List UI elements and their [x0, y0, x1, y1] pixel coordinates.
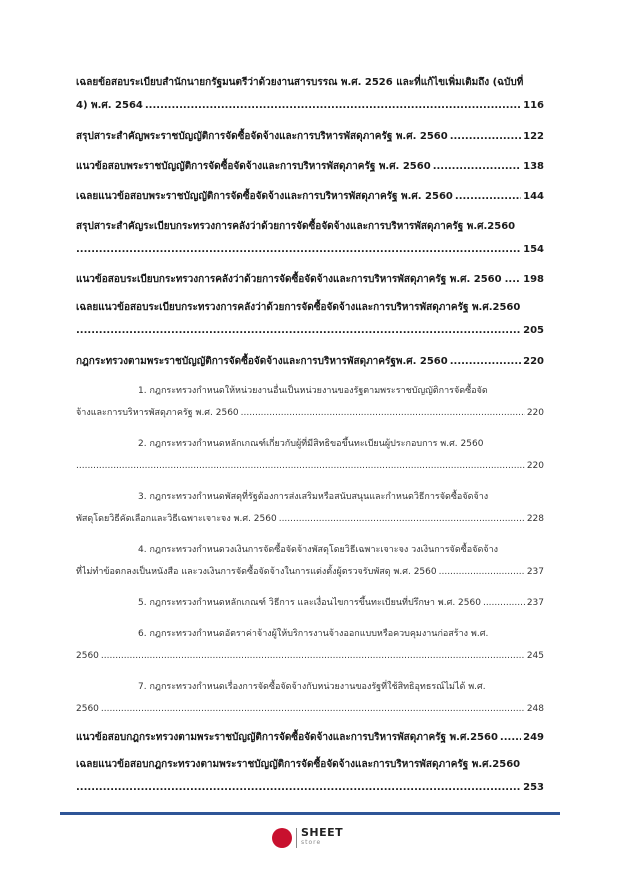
toc-sub-entry-title: ที่ไม่ทำข้อตกลงเป็นหนังสือ และวงเงินการจัดซื้อจัดจ้างในการแต่งตั้งผู้ตรวจรับพัสดุ พ.ศ. 2560: [76, 567, 437, 577]
toc-sub-entry[interactable]: [76, 384, 544, 398]
page-number: 144: [523, 191, 544, 202]
dot-leader: [76, 243, 521, 257]
toc-entry[interactable]: [76, 301, 544, 315]
dot-leader: [455, 190, 521, 204]
dot-leader: [483, 596, 525, 610]
toc-entry-title: กฎกระทรวงตามพระราชบัญญัติการจัดซื้อจัดจ้างและการบริหารพัสดุภาครัฐพ.ศ. 2560: [76, 356, 448, 367]
toc-sub-entry-title: พัสดุโดยวิธีคัดเลือกและวิธีเฉพาะเจาะจง พ.ศ. 2560: [76, 514, 277, 524]
toc-sub-entry-title: 6. กฎกระทรวงกำหนดอัตราค่าจ้างผู้ให้บริการงานจ้างออกแบบหรือควบคุมงานก่อสร้าง พ.ศ.: [138, 629, 489, 639]
page-number: 237: [526, 567, 544, 577]
page-number: 205: [523, 325, 544, 336]
page-number: 198: [523, 274, 544, 285]
dot-leader: [76, 459, 525, 473]
page-number: 237: [526, 598, 544, 608]
toc-entry[interactable]: [76, 130, 544, 144]
toc-entry-continuation[interactable]: [76, 781, 544, 795]
toc-sub-entry-title: 3. กฎกระทรวงกำหนดพัสดุที่รัฐต้องการส่งเสริมหรือสนับสนุนและกำหนดวิธีการจัดซื้อจัดจ้าง: [138, 492, 489, 502]
sheet-store-logo: [272, 824, 352, 852]
toc-entry[interactable]: [76, 76, 544, 90]
toc-sub-entry-title: 4. กฎกระทรวงกำหนดวงเงินการจัดซื้อจัดจ้างพัสดุโดยวิธีเฉพาะเจาะจง วงเงินการจัดซื้อจัดจ้าง: [138, 545, 499, 555]
toc-sub-entry-title: 7. กฎกระทรวงกำหนดเรื่องการจัดซื้อจัดจ้างกับหน่วยงานของรัฐที่ใช้สิทธิอุทธรณ์ไม่ได้ พ.ศ.: [138, 682, 486, 692]
page-number: 228: [526, 514, 544, 524]
toc-entry-title: เฉลยแนวข้อสอบกฎกระทรวงตามพระราชบัญญัติการจัดซื้อจัดจ้างและการบริหารพัสดุภาครัฐ พ.ศ.2560: [76, 759, 521, 770]
dot-leader: [76, 781, 521, 795]
toc-entry-title: เฉลยแนวข้อสอบระเบียบกระทรวงการคลังว่าด้วยการจัดซื้อจัดจ้างและการบริหารพัสดุภาครัฐ พ.ศ.2560: [76, 302, 521, 313]
toc-sub-entry[interactable]: [76, 596, 544, 610]
toc-entry-continuation[interactable]: [76, 243, 544, 257]
toc-sub-entry[interactable]: [76, 543, 544, 557]
toc-entry[interactable]: [76, 758, 544, 772]
dot-leader: [145, 99, 521, 113]
toc-entry-title: เฉลยแนวข้อสอบพระราชบัญญัติการจัดซื้อจัดจ้างและการบริหารพัสดุภาครัฐ พ.ศ. 2560: [76, 191, 453, 202]
toc-entry-title: เฉลยข้อสอบระเบียบสำนักนายกรัฐมนตรีว่าด้วยงานสารบรรณ พ.ศ. 2526 และที่แก้ไขเพิ่มเติมถึง (ฉบับที่: [76, 77, 524, 88]
page-number: 220: [526, 461, 544, 471]
logo-divider: [296, 828, 297, 848]
toc-sub-entry-title: จ้างและการบริหารพัสดุภาครัฐ พ.ศ. 2560: [76, 408, 239, 418]
toc-entry-title: แนวข้อสอบกฎกระทรวงตามพระราชบัญญัติการจัดซื้อจัดจ้างและการบริหารพัสดุภาครัฐ พ.ศ.2560: [76, 732, 498, 743]
page-number: 220: [526, 408, 544, 418]
dot-leader: [439, 565, 525, 579]
toc-entry-continuation[interactable]: [76, 99, 544, 113]
page-number: 220: [523, 356, 544, 367]
toc-sub-entry[interactable]: [76, 680, 544, 694]
toc-entry[interactable]: [76, 160, 544, 174]
page-number: 122: [523, 131, 544, 142]
footer-rule: [60, 812, 560, 815]
dot-leader: [76, 324, 521, 338]
toc-entry-title: สรุปสาระสำคัญพระราชบัญญัติการจัดซื้อจัดจ้างและการบริหารพัสดุภาครัฐ พ.ศ. 2560: [76, 131, 448, 142]
toc-sub-entry-title: 5. กฎกระทรวงกำหนดหลักเกณฑ์ วิธีการ และเงื่อนไขการขึ้นทะเบียนที่ปรึกษา พ.ศ. 2560: [138, 598, 481, 608]
s-logo-icon: [272, 828, 292, 848]
toc-sub-entry-title: 1. กฎกระทรวงกำหนดให้หน่วยงานอื่นเป็นหน่วยงานของรัฐตามพระราชบัญญัติการจัดซื้อจัด: [138, 386, 488, 396]
toc-entry-title: แนวข้อสอบพระราชบัญญัติการจัดซื้อจัดจ้างและการบริหารพัสดุภาครัฐ พ.ศ. 2560: [76, 161, 431, 172]
toc-sub-entry-title: 2560: [76, 704, 99, 714]
page-number: 116: [523, 100, 544, 111]
dot-leader: [450, 355, 521, 369]
toc-entry[interactable]: [76, 355, 544, 369]
toc-entry-continuation[interactable]: [76, 324, 544, 338]
dot-leader: [101, 649, 525, 663]
page-number: 253: [523, 782, 544, 793]
toc-entry[interactable]: [76, 731, 544, 745]
dot-leader: [433, 160, 521, 174]
page-number: 248: [526, 704, 544, 714]
toc-sub-entry-continuation[interactable]: [76, 702, 544, 716]
dot-leader: [505, 273, 521, 287]
page-number: 249: [523, 732, 544, 743]
dot-leader: [101, 702, 525, 716]
toc-sub-entry-continuation[interactable]: [76, 512, 544, 526]
toc-entry[interactable]: [76, 190, 544, 204]
toc-sub-entry[interactable]: [76, 627, 544, 641]
logo-text: [301, 828, 343, 848]
dot-leader: [450, 130, 521, 144]
logo-sub-text: store: [301, 839, 322, 846]
logo-main-text: SHEET: [301, 826, 344, 839]
toc-sub-entry-title: 2560: [76, 651, 99, 661]
toc-sub-entry-title: 2. กฎกระทรวงกำหนดหลักเกณฑ์เกี่ยวกับผู้ที่มีสิทธิขอขึ้นทะเบียนผู้ประกอบการ พ.ศ. 2560: [138, 439, 484, 449]
toc-entry-title: 4) พ.ศ. 2564: [76, 100, 143, 111]
toc-sub-entry[interactable]: [76, 490, 544, 504]
dot-leader: [279, 512, 525, 526]
toc-entry-title: สรุปสาระสำคัญระเบียบกระทรวงการคลังว่าด้วยการจัดซื้อจัดจ้างและการบริหารพัสดุภาครัฐ พ.ศ.2560: [76, 221, 516, 232]
toc-sub-entry-continuation[interactable]: [76, 459, 544, 473]
toc-sub-entry-continuation[interactable]: [76, 406, 544, 420]
toc-sub-entry-continuation[interactable]: [76, 565, 544, 579]
page-number: 138: [523, 161, 544, 172]
toc-entry[interactable]: [76, 220, 544, 234]
toc-sub-entry[interactable]: [76, 437, 544, 451]
dot-leader: [241, 406, 525, 420]
dot-leader: [500, 731, 521, 745]
toc-sub-entry-continuation[interactable]: [76, 649, 544, 663]
page-number: 154: [523, 244, 544, 255]
page-number: 245: [526, 651, 544, 661]
toc-entry[interactable]: [76, 273, 544, 287]
toc-entry-title: แนวข้อสอบระเบียบกระทรวงการคลังว่าด้วยการจัดซื้อจัดจ้างและการบริหารพัสดุภาครัฐ พ.ศ. 2560: [76, 274, 502, 285]
